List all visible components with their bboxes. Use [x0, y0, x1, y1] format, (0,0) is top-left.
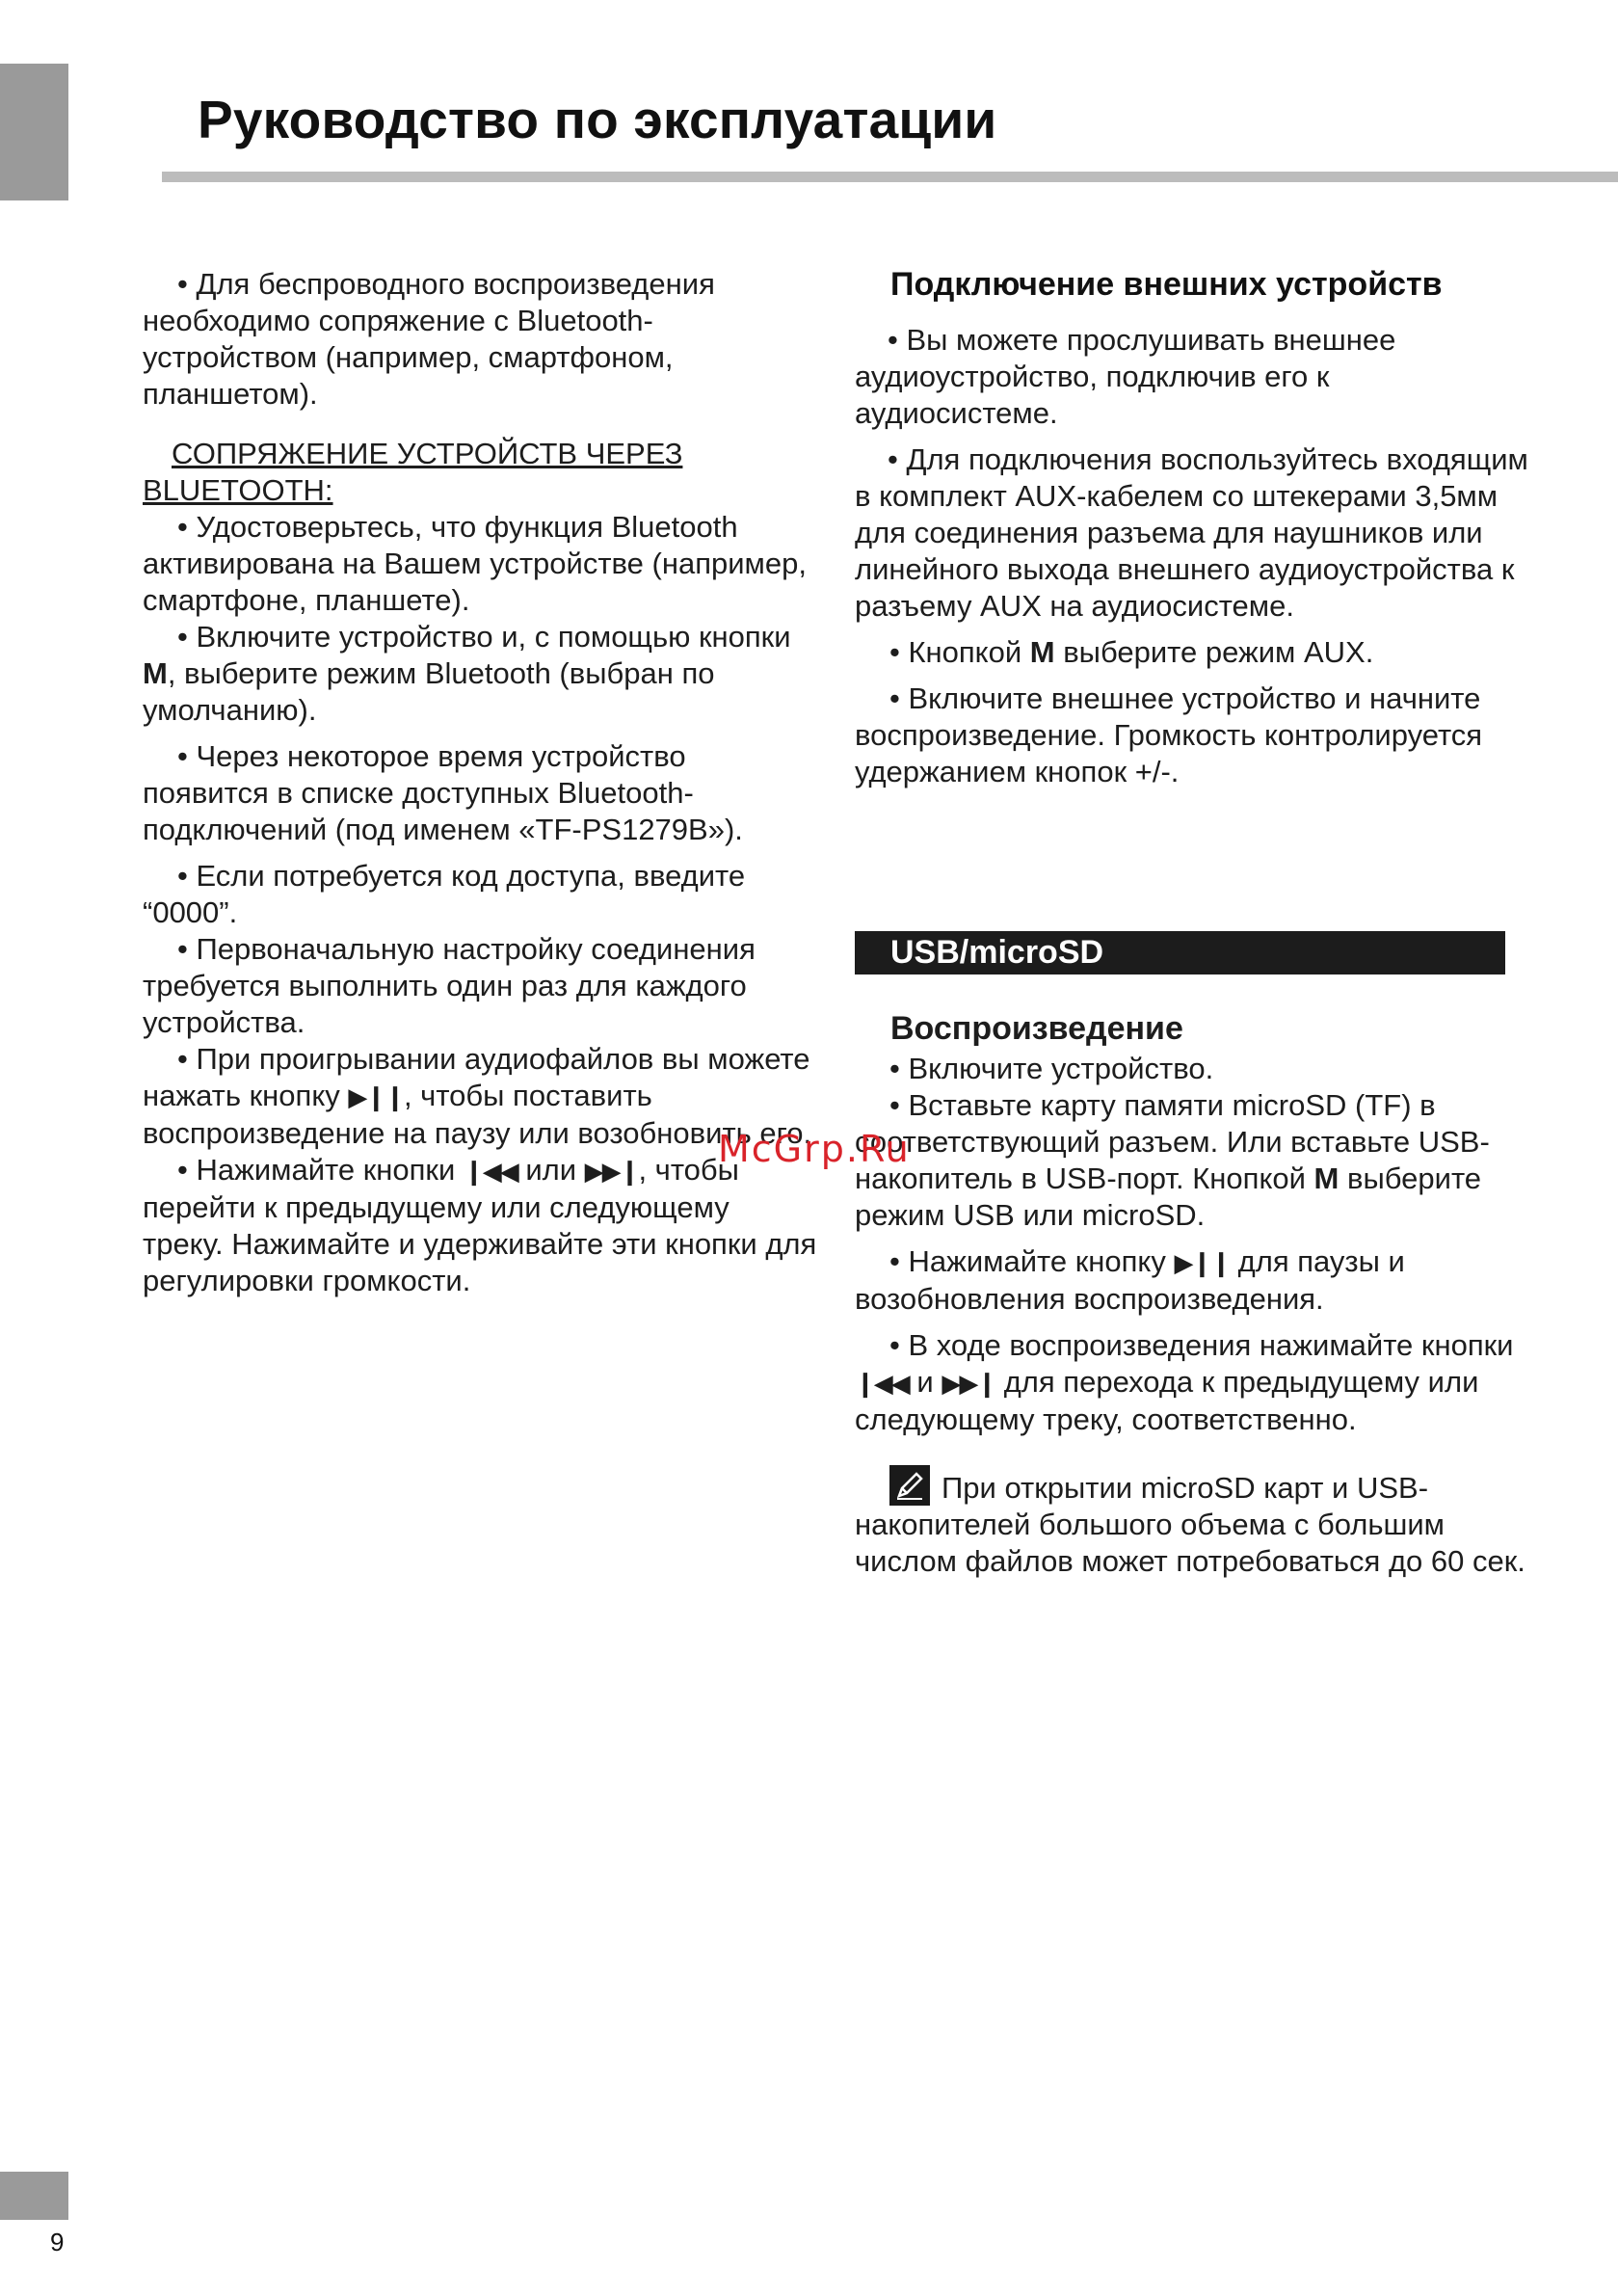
playback-step-4-text-end: для перехода к предыдущему или следующему треку, соответственно.: [855, 1365, 1479, 1436]
pairing-step-5: [143, 931, 817, 1041]
right-column-top: [855, 266, 1529, 790]
pairing-step-2-text-end: , выберите режим Bluetooth (выбран по умолчанию).: [143, 656, 715, 727]
playback-step-2: [855, 1087, 1529, 1234]
pairing-heading: [143, 436, 817, 509]
side-tab-top: [0, 64, 68, 200]
title-rule: [162, 172, 1618, 182]
playback-step-2-text: • Вставьте карту памяти microSD (TF) в соответствующий разъем. Или вставьте USB-накопитель в USB-порт. Кнопкой: [855, 1088, 1490, 1195]
side-tab-bottom: [0, 2172, 68, 2220]
bluetooth-intro: [143, 266, 817, 413]
pairing-step-2-text: • Включите устройство и, с помощью кнопки: [177, 620, 791, 654]
page-number: 9: [50, 2228, 65, 2256]
right-column-bottom: [855, 1010, 1529, 1580]
external-step-4: [855, 681, 1529, 790]
pairing-step-6-text: • При проигрывании аудиофайлов вы можете нажать кнопку: [143, 1042, 810, 1112]
playback-step-1: [855, 1051, 1529, 1087]
pairing-step-1-text: • Удостоверьтесь, что функция Bluetooth активирована на Вашем устройстве (например, смартфоне, планшете).: [143, 510, 807, 617]
external-step-3: [855, 634, 1529, 671]
pairing-step-6-text-end: , чтобы поставить воспроизведение на паузу или возобновить его.: [143, 1079, 812, 1150]
m-key-label: M: [1313, 1161, 1339, 1195]
playback-step-1-text: • Включите устройство.: [889, 1052, 1214, 1085]
pairing-step-7-text: • Нажимайте кнопки: [177, 1153, 464, 1187]
pairing-step-7: [143, 1152, 817, 1299]
left-column: [143, 266, 817, 1299]
note: [855, 1465, 1529, 1580]
pairing-step-4-text: • Если потребуется код доступа, введите “0000”.: [143, 859, 746, 929]
playback-step-3-text: • Нажимайте кнопку: [889, 1244, 1175, 1278]
pairing-step-2: [143, 619, 817, 729]
note-text: При открытии microSD карт и USB-накопителей большого объема с большим числом файлов может потребоваться до 60 сек.: [855, 1471, 1525, 1578]
pairing-step-3: [143, 738, 817, 848]
previous-track-icon: ❙◀◀: [855, 1369, 909, 1398]
pairing-step-7-or: или: [517, 1153, 585, 1187]
play-pause-icon: ▶❙❙: [348, 1082, 404, 1111]
watermark: McGrp.Ru: [718, 1128, 911, 1170]
playback-step-4: [855, 1327, 1529, 1438]
external-step-2-text: • Для подключения воспользуйтесь входящим в комплект AUX-кабелем со штекерами 3,5мм для соединения разъема для наушников или линейного выхода внешнего аудиоустройства к разъему AUX на аудиосистеме.: [855, 442, 1528, 623]
external-devices-heading: Подключение внешних устройств: [890, 266, 1443, 303]
bluetooth-intro-text: • Для беспроводного воспроизведения необходимо сопряжение с Bluetooth-устройством (например, смартфоном, планшетом).: [143, 267, 715, 411]
playback-heading: Воспроизведение: [890, 1010, 1183, 1047]
page-title: Руководство по эксплуатации: [198, 90, 997, 149]
pairing-step-7-text-end: , чтобы перейти к предыдущему или следующему треку. Нажимайте и удерживайте эти кнопки для регулировки громкости.: [143, 1153, 817, 1297]
pairing-step-3-text: • Через некоторое время устройство появится в списке доступных Bluetooth-подключений (под именем «TF-PS1279B»).: [143, 739, 743, 846]
playback-step-4-text: • В ходе воспроизведения нажимайте кнопки: [889, 1328, 1514, 1362]
pairing-step-5-text: • Первоначальную настройку соединения требуется выполнить один раз для каждого устройства.: [143, 932, 756, 1039]
external-step-2: [855, 441, 1529, 625]
next-track-icon: ▶▶❙: [584, 1157, 639, 1186]
playback-step-3-text-end: для паузы и возобновления воспроизведения.: [855, 1244, 1405, 1316]
external-step-4-text: • Включите внешнее устройство и начните воспроизведение. Громкость контролируется удержанием кнопок +/-.: [855, 681, 1483, 788]
playback-step-4-and: и: [908, 1365, 942, 1399]
next-track-icon: ▶▶❙: [942, 1369, 996, 1398]
pairing-step-1: [143, 509, 817, 619]
m-key-label: M: [143, 656, 168, 690]
usb-microsd-section-bar: USB/microSD: [855, 931, 1505, 974]
external-step-1-text: • Вы можете прослушивать внешнее аудиоустройство, подключив его к аудиосистеме.: [855, 323, 1396, 430]
external-step-3-text-end: выберите режим AUX.: [1054, 635, 1374, 669]
playback-step-3: [855, 1243, 1529, 1318]
external-step-3-text: • Кнопкой: [889, 635, 1030, 669]
playback-step-2-text-end: выберите режим USB или microSD.: [855, 1161, 1482, 1232]
pairing-step-4: [143, 858, 817, 931]
external-step-1: [855, 322, 1529, 432]
m-key-label: M: [1029, 635, 1055, 669]
note-pencil-icon: [889, 1465, 930, 1506]
play-pause-icon: ▶❙❙: [1174, 1248, 1231, 1277]
previous-track-icon: ❙◀◀: [463, 1157, 517, 1186]
pairing-step-6: [143, 1041, 817, 1152]
pairing-heading-text: СОПРЯЖЕНИЕ УСТРОЙСТВ ЧЕРЕЗ BLUETOOTH:: [143, 437, 683, 507]
